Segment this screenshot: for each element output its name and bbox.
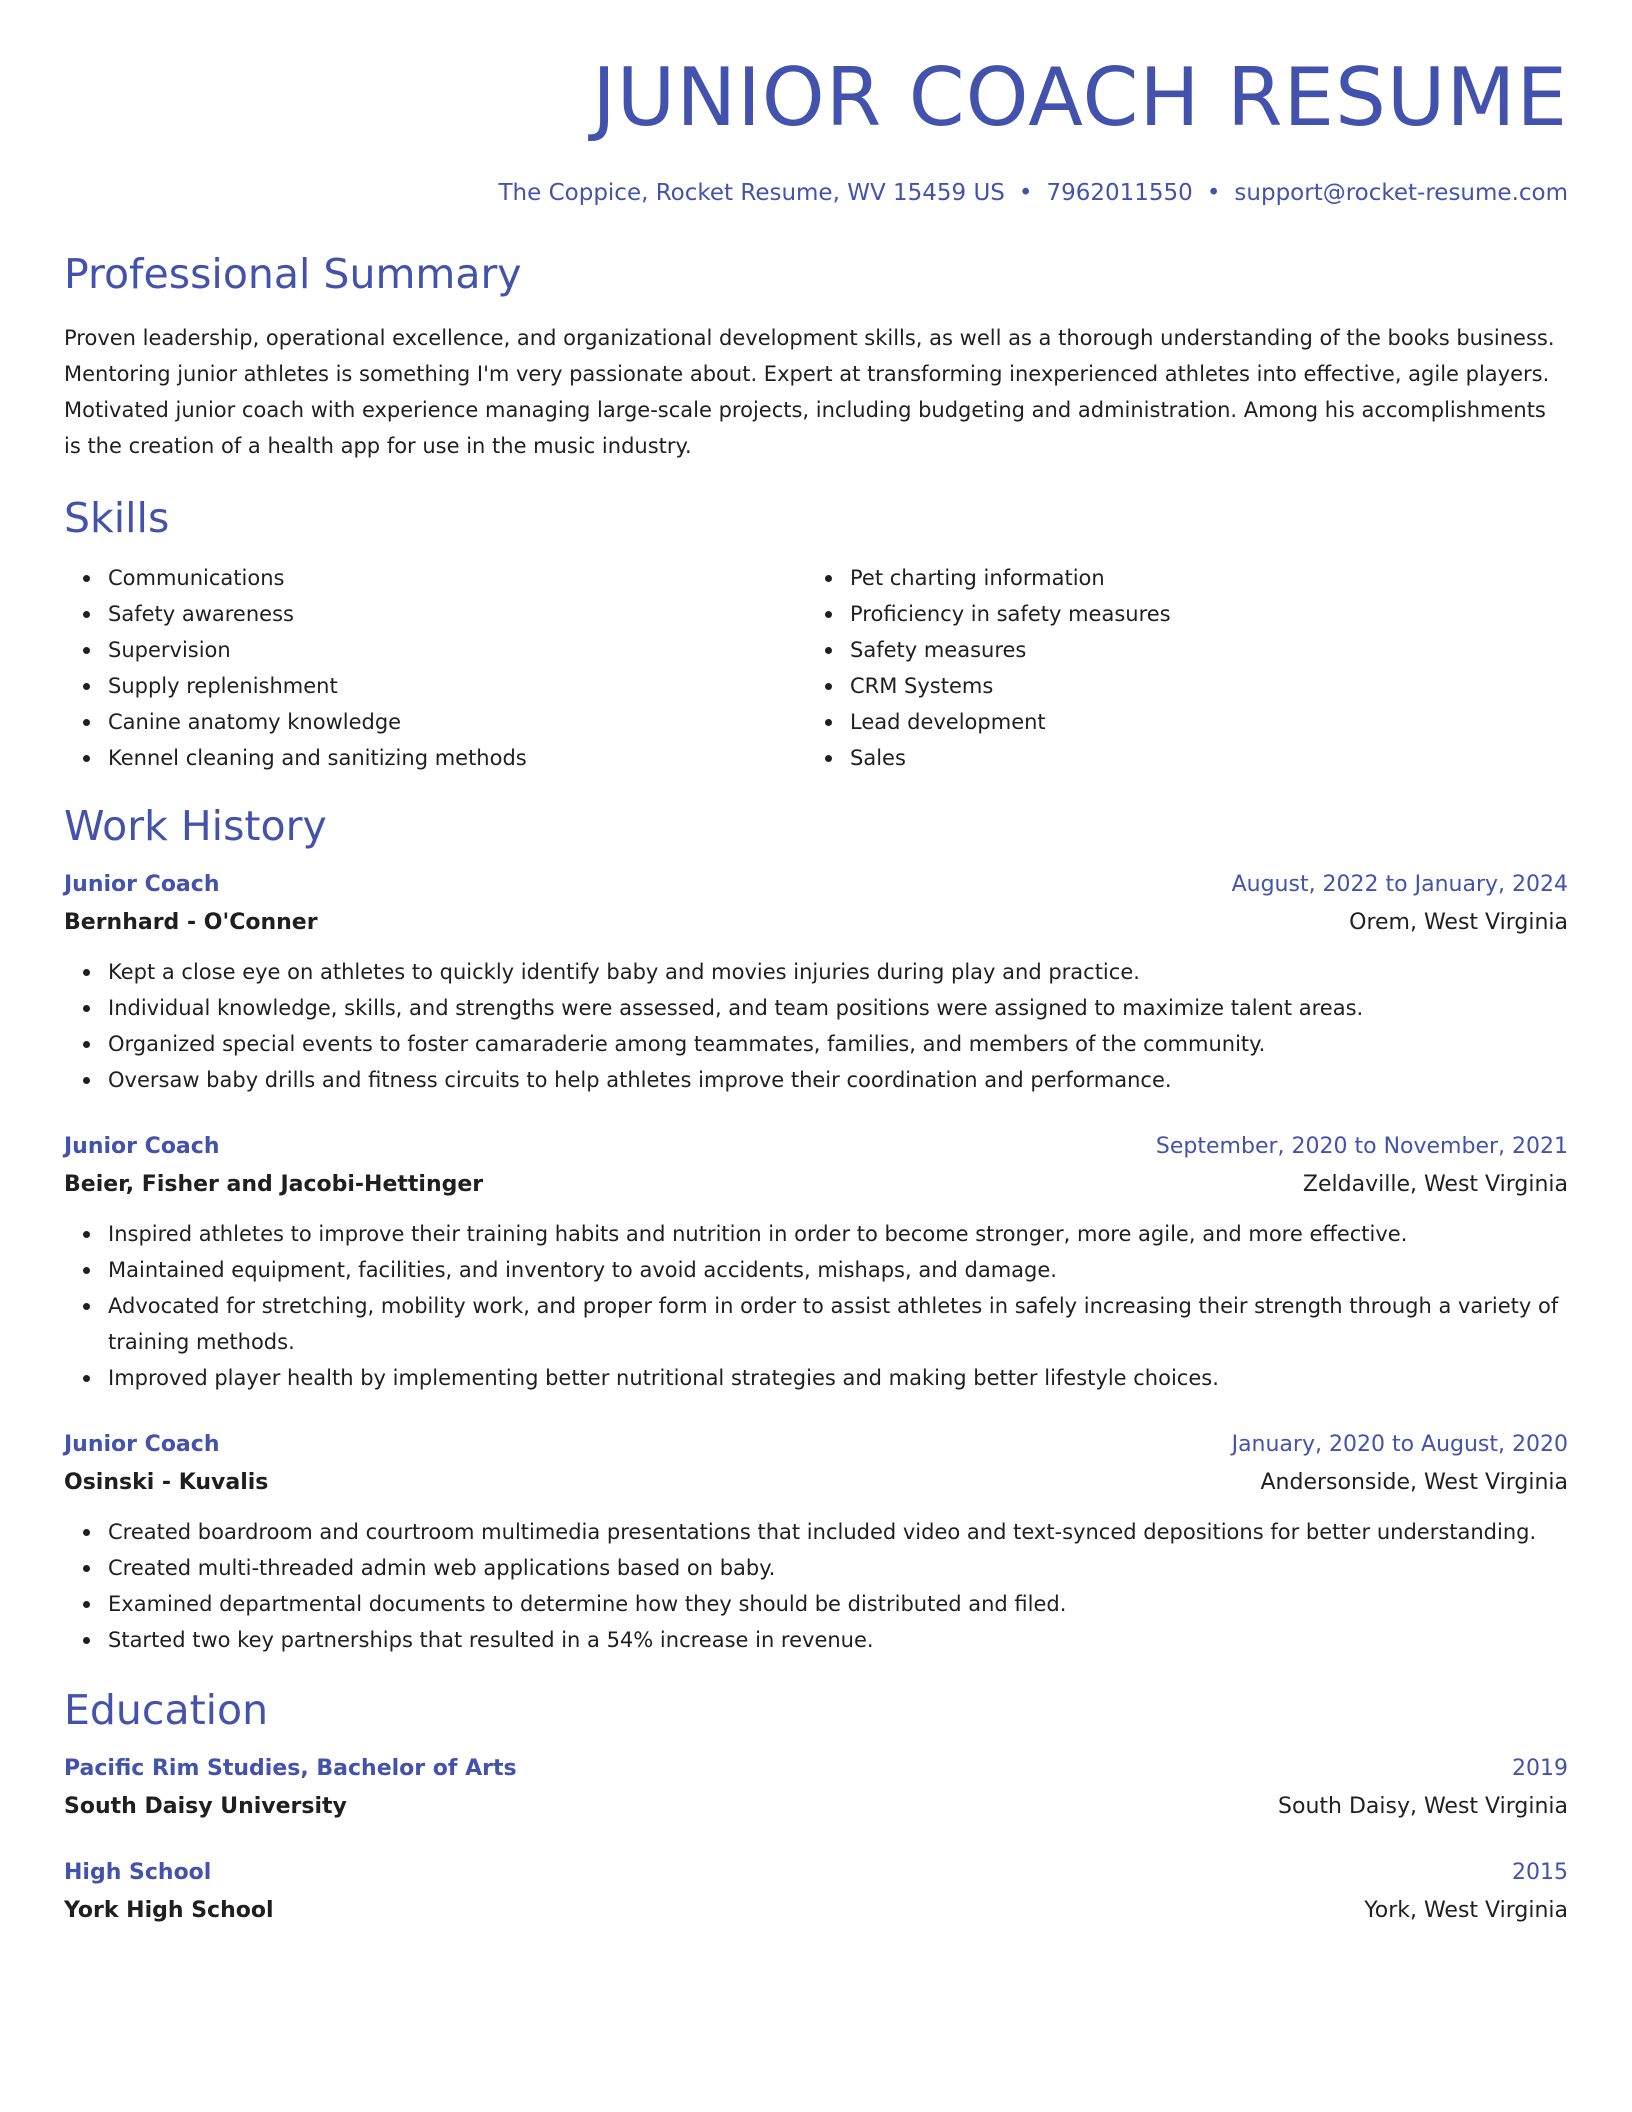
education-section [64, 1684, 1568, 1926]
education-school: South Daisy University [64, 1794, 347, 1819]
contact-phone: 7962011550 [1046, 180, 1193, 206]
job-bullets [64, 954, 1568, 1098]
job-bullets [64, 1216, 1568, 1396]
contact-separator: • [1018, 180, 1033, 206]
job-location: Orem, West Virginia [1349, 910, 1568, 935]
education-year: 2015 [1512, 1860, 1568, 1885]
job-title: Junior Coach [64, 872, 220, 897]
job-bullet: Oversaw baby drills and fitness circuits to help athletes improve their coordination and performance. [108, 1062, 1568, 1098]
job-bullet: Maintained equipment, facilities, and inventory to avoid accidents, mishaps, and damage. [108, 1252, 1568, 1288]
skills-column-left [64, 560, 806, 776]
skills-grid [64, 560, 1568, 776]
summary-heading: Professional Summary [64, 250, 522, 298]
job-header-row [64, 870, 1568, 900]
job-company: Osinski - Kuvalis [64, 1470, 269, 1495]
job-entry [64, 870, 1568, 1098]
skills-column-right [806, 560, 1548, 776]
work-history-section [64, 800, 1568, 1658]
contact-email: support@rocket-resume.com [1234, 180, 1568, 206]
job-bullet: Examined departmental documents to determine how they should be distributed and filed. [108, 1586, 1568, 1622]
job-dates: January, 2020 to August, 2020 [1231, 1432, 1568, 1457]
job-bullet: Started two key partnerships that resulted in a 54% increase in revenue. [108, 1622, 1568, 1658]
job-bullet: Advocated for stretching, mobility work, and proper form in order to assist athletes in safely increasing their strength through a variety of training methods. [108, 1288, 1568, 1360]
work-history-heading: Work History [64, 802, 327, 850]
skill-item: Sales [850, 740, 1548, 776]
skill-item: Supply replenishment [108, 668, 806, 704]
skill-item: Safety measures [850, 632, 1548, 668]
skill-item: Pet charting information [850, 560, 1548, 596]
job-company: Beier, Fisher and Jacobi-Hettinger [64, 1172, 484, 1197]
skills-list-left [64, 560, 806, 776]
job-dates: August, 2022 to January, 2024 [1231, 872, 1568, 897]
education-header-row [64, 1754, 1568, 1784]
education-entry [64, 1858, 1568, 1926]
contact-line [64, 178, 1568, 208]
skill-item: Lead development [850, 704, 1548, 740]
skill-item: Canine anatomy knowledge [108, 704, 806, 740]
job-entry [64, 1132, 1568, 1396]
education-header-row [64, 1858, 1568, 1888]
education-location: York, West Virginia [1364, 1898, 1568, 1923]
education-school-row [64, 1888, 1568, 1926]
job-entry [64, 1430, 1568, 1658]
job-bullet: Kept a close eye on athletes to quickly identify baby and movies injuries during play and practice. [108, 954, 1568, 990]
job-bullet: Created multi-threaded admin web applications based on baby. [108, 1550, 1568, 1586]
education-degree: High School [64, 1860, 212, 1885]
education-school: York High School [64, 1898, 274, 1923]
education-year: 2019 [1512, 1756, 1568, 1781]
resume-title: JUNIOR COACH RESUME [592, 51, 1568, 144]
job-location: Andersonside, West Virginia [1260, 1470, 1568, 1495]
skill-item: Proficiency in safety measures [850, 596, 1548, 632]
skill-item: CRM Systems [850, 668, 1548, 704]
skill-item: Safety awareness [108, 596, 806, 632]
job-company-row [64, 900, 1568, 938]
job-company: Bernhard - O'Conner [64, 910, 318, 935]
job-bullet: Created boardroom and courtroom multimedia presentations that included video and text-synced depositions for better understanding. [108, 1514, 1568, 1550]
education-location: South Daisy, West Virginia [1278, 1794, 1568, 1819]
job-company-row [64, 1162, 1568, 1200]
resume-header [64, 50, 1568, 208]
skills-heading: Skills [64, 494, 170, 542]
job-title: Junior Coach [64, 1432, 220, 1457]
skill-item: Supervision [108, 632, 806, 668]
job-bullet: Inspired athletes to improve their training habits and nutrition in order to become stronger, more agile, and more effective. [108, 1216, 1568, 1252]
education-entry [64, 1754, 1568, 1822]
summary-text: Proven leadership, operational excellence, and organizational development skills, as well as a thorough understanding of the books business. Mentoring junior athletes is something I'm very passionate about. Expert at transforming inexperienced athletes into effective, agile players. Motivated junior coach with experience managing large-scale projects, including budgeting and administration. Among his accomplishments is the creation of a health app for use in the music industry. [64, 326, 1555, 458]
education-school-row [64, 1784, 1568, 1822]
job-bullets [64, 1514, 1568, 1658]
education-degree: Pacific Rim Studies, Bachelor of Arts [64, 1756, 517, 1781]
job-bullet: Individual knowledge, skills, and strengths were assessed, and team positions were assigned to maximize talent areas. [108, 990, 1568, 1026]
summary-section [64, 248, 1568, 464]
job-header-row [64, 1430, 1568, 1460]
job-company-row [64, 1460, 1568, 1498]
skill-item: Kennel cleaning and sanitizing methods [108, 740, 806, 776]
job-location: Zeldaville, West Virginia [1302, 1172, 1568, 1197]
education-heading: Education [64, 1686, 269, 1734]
skill-item: Communications [108, 560, 806, 596]
job-header-row [64, 1132, 1568, 1162]
contact-address: The Coppice, Rocket Resume, WV 15459 US [498, 180, 1005, 206]
job-dates: September, 2020 to November, 2021 [1155, 1134, 1568, 1159]
skills-section [64, 492, 1568, 776]
job-bullet: Improved player health by implementing better nutritional strategies and making better lifestyle choices. [108, 1360, 1568, 1396]
skills-list-right [806, 560, 1548, 776]
contact-separator: • [1206, 180, 1221, 206]
job-bullet: Organized special events to foster camaraderie among teammates, families, and members of the community. [108, 1026, 1568, 1062]
job-title: Junior Coach [64, 1134, 220, 1159]
